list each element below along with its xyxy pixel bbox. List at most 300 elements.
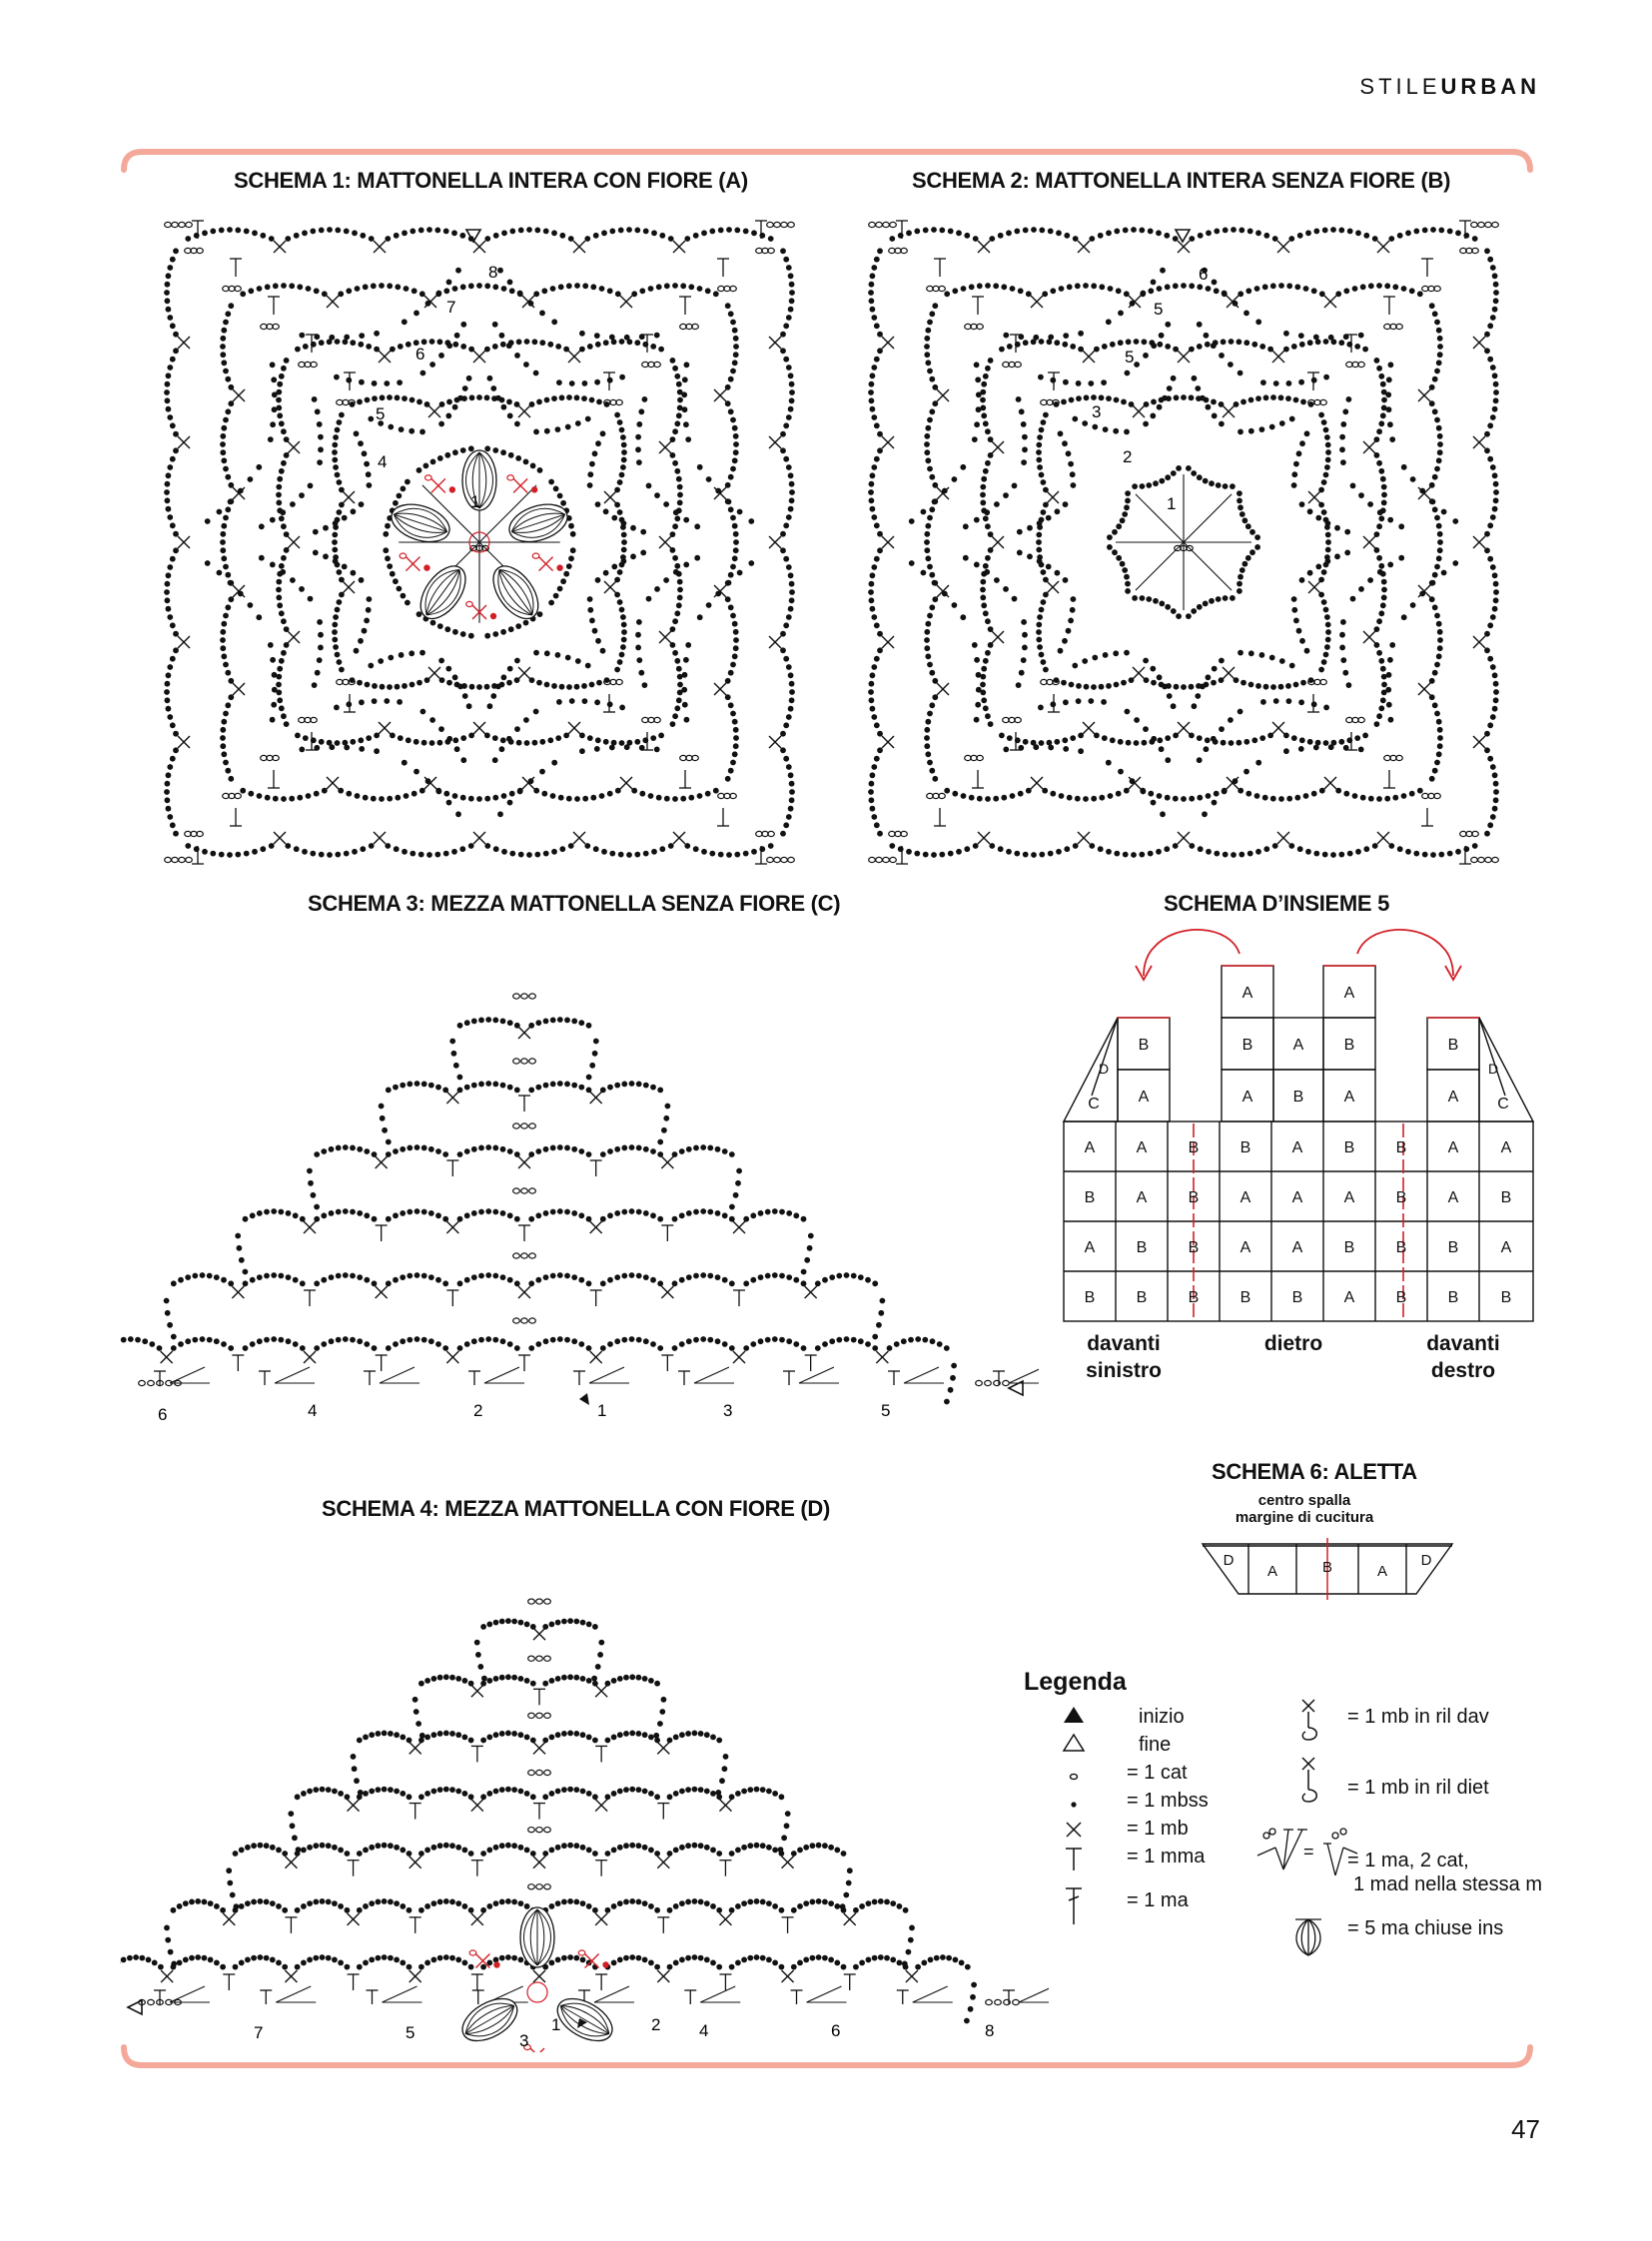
chain-dot (877, 547, 883, 553)
chain-dot (214, 1960, 220, 1966)
chain-dot (1436, 457, 1442, 463)
chain-dot (636, 1209, 642, 1215)
chain-dot (1073, 843, 1079, 849)
chain-dot (555, 1676, 561, 1682)
chain-dot (317, 619, 323, 625)
chain-dot (589, 618, 595, 624)
chain-dot (889, 843, 895, 849)
chain-dot (1209, 480, 1215, 486)
chain-dot (707, 1209, 713, 1215)
chain-dot (803, 1845, 809, 1851)
chain-dot (1114, 682, 1120, 688)
chain-dot (365, 397, 371, 403)
chain-dot (611, 1791, 617, 1797)
chain-dot (974, 717, 980, 723)
chain-dot (443, 1674, 449, 1680)
chain-dot (1323, 705, 1329, 711)
chain-dot (270, 1845, 276, 1851)
chain-dot (716, 1738, 722, 1744)
chain-dot (393, 578, 399, 584)
chain-dot (1378, 374, 1384, 379)
chain-dot (1324, 614, 1330, 620)
chain-dot (550, 286, 556, 292)
chain-dot (567, 1618, 573, 1624)
red-chain-loop (532, 553, 539, 558)
chain-dot (407, 1082, 413, 1088)
chain-dot (1041, 509, 1047, 515)
chain-dot (928, 1957, 934, 1963)
chain-dot (221, 457, 227, 463)
chain-dot (243, 1280, 249, 1286)
chain-dot (442, 1345, 448, 1351)
chain-dot (414, 1144, 420, 1150)
chain-dot (139, 1955, 145, 1961)
chain-dot (629, 1208, 635, 1214)
chain-dot (730, 662, 736, 668)
chain-dot (932, 776, 938, 782)
chain-dot (815, 1280, 821, 1286)
chain-dot (543, 1146, 549, 1152)
chain-dot (901, 1338, 907, 1344)
chain-dot (1248, 682, 1254, 688)
chain-dot (884, 1899, 890, 1905)
puff-petal (412, 558, 474, 627)
chain-dot (772, 1848, 778, 1854)
chain-dot (1325, 547, 1331, 553)
chain-dot (1376, 283, 1382, 289)
chain-dot (407, 1273, 413, 1279)
chain-dot (908, 1337, 914, 1343)
chain-dot (620, 644, 626, 650)
chain-dot (1318, 412, 1324, 418)
chain-dot (492, 447, 498, 453)
chain-dot (1245, 523, 1251, 529)
chain-dot (877, 631, 883, 637)
chain-dot (611, 1735, 617, 1741)
chain-dot (425, 778, 431, 784)
chain-dot (586, 1735, 592, 1741)
chain-loop (529, 1318, 536, 1323)
chain-dot (726, 580, 732, 586)
schema-1-diagram (150, 210, 809, 874)
chain-dot (1023, 228, 1029, 234)
chain-dot (551, 319, 557, 325)
chain-dot (443, 1731, 449, 1737)
chain-loop (513, 1059, 520, 1064)
chain-dot (555, 652, 561, 658)
chain-dot (815, 1345, 821, 1351)
chain-dot (586, 1075, 592, 1081)
chain-dot (1472, 843, 1478, 849)
chain-dot (1363, 846, 1369, 852)
chain-dot (1322, 852, 1328, 858)
chain-dot (1430, 852, 1436, 858)
chain-dot (1130, 778, 1136, 784)
chain-dot (784, 1823, 790, 1829)
chain-dot (870, 307, 876, 313)
cell-label: B (1343, 1037, 1355, 1054)
chain-dot (614, 1338, 620, 1344)
chain-dot (499, 1619, 505, 1625)
chain-dot (1422, 852, 1428, 858)
chain-dot (1493, 589, 1499, 595)
chain-dot (484, 236, 490, 242)
chain-dot (686, 1338, 692, 1344)
schema-2-diagram (854, 210, 1513, 874)
chain-dot (1239, 567, 1245, 573)
chain-dot (560, 500, 566, 506)
chain-dot (295, 347, 301, 353)
chain-dot (688, 795, 694, 801)
chain-dot (924, 441, 930, 447)
chain-dot (364, 1277, 370, 1283)
chain-dot (1492, 373, 1498, 378)
grid-cell-label: B (1084, 1289, 1096, 1306)
chain-dot (284, 358, 290, 364)
chain-dot (438, 421, 444, 427)
chain-dot (497, 811, 503, 817)
chain-dot (870, 606, 876, 612)
chain-dot (1493, 789, 1499, 795)
chain-dot (582, 283, 588, 289)
chain-dot (223, 320, 229, 326)
chain-dot (288, 1811, 294, 1817)
chain-dot (319, 852, 325, 858)
chain-dot (217, 570, 223, 576)
chain-dot (194, 846, 200, 852)
grid-cell-label: A (1084, 1139, 1096, 1156)
chain-dot (214, 1903, 220, 1909)
chain-dot (511, 1619, 517, 1625)
chain-dot (587, 735, 593, 741)
chain-dot (449, 1899, 455, 1905)
chain-dot (1143, 726, 1149, 732)
chain-dot (620, 434, 626, 440)
chain-dot (587, 482, 593, 488)
chain-dot (425, 301, 431, 307)
chain-dot (1192, 375, 1198, 381)
chain-dot (677, 579, 683, 585)
chain-dot (407, 1145, 413, 1151)
chain-dot (1381, 397, 1387, 403)
chain-dot (1251, 342, 1257, 348)
chain-dot (518, 1732, 524, 1738)
chain-dot (451, 230, 457, 236)
chain-dot (485, 1144, 491, 1150)
chain-dot (506, 680, 512, 686)
chain-dot (783, 822, 789, 828)
chain-dot (1352, 793, 1358, 799)
chain-dot (948, 851, 954, 857)
chain-dot (789, 589, 795, 595)
chain-dot (1289, 416, 1295, 422)
chain-dot (485, 1208, 491, 1214)
chain-dot (686, 1146, 692, 1152)
chain-dot (701, 849, 707, 855)
base-chain-line (170, 1986, 205, 2002)
chain-dot (400, 1338, 406, 1344)
chain-dot (1033, 335, 1039, 341)
chain-dot (315, 670, 321, 676)
chain-dot (466, 703, 472, 709)
chain-dot (686, 1210, 692, 1216)
chain-dot (518, 1676, 524, 1682)
chain-dot (1270, 684, 1276, 690)
chain-dot (673, 1903, 679, 1909)
chain-dot (780, 831, 786, 837)
chain-dot (944, 1345, 950, 1351)
chain-dot (173, 431, 179, 437)
chain-dot (279, 515, 285, 521)
chain-dot (443, 1898, 449, 1904)
chain-dot (157, 1345, 163, 1351)
chain-dot (500, 629, 506, 635)
chain-dot (594, 379, 600, 385)
chain-dot (477, 1664, 483, 1670)
chain-dot (573, 1899, 579, 1905)
chain-dot (270, 421, 276, 427)
chain-dot (940, 1954, 946, 1960)
chain-dot (1106, 760, 1112, 766)
chain-dot (623, 1675, 629, 1681)
chain-dot (1376, 713, 1382, 719)
chain-dot (1022, 434, 1028, 440)
chain-dot (407, 1209, 413, 1215)
chain-dot (170, 456, 176, 462)
chain-dot (499, 1675, 505, 1681)
chain-dot (1447, 229, 1453, 235)
chain-dot (1064, 846, 1070, 852)
chain-loop (165, 857, 172, 862)
chain-dot (431, 1900, 437, 1906)
chain-dot (1339, 645, 1345, 651)
chain-dot (1405, 230, 1411, 236)
chain-dot (887, 1345, 893, 1351)
chain-dot (592, 1907, 598, 1913)
chain-dot (388, 424, 394, 430)
grid-cell-label: B (1136, 1239, 1148, 1256)
chain-dot (221, 425, 227, 431)
chain-dot (732, 719, 738, 725)
chain-dot (1069, 682, 1075, 688)
chain-dot (1223, 595, 1229, 601)
cell-label: B (1321, 1559, 1333, 1576)
chain-dot (1033, 744, 1039, 750)
chain-dot (640, 529, 646, 535)
chain-dot (146, 1957, 152, 1963)
chain-loop (767, 222, 774, 227)
chain-dot (437, 1899, 443, 1905)
chain-dot (343, 1272, 349, 1278)
chain-dot (500, 1338, 506, 1344)
chain-dot (460, 322, 466, 328)
chain-dot (457, 1075, 463, 1081)
chain-dot (1062, 342, 1068, 348)
chain-dot (998, 846, 1004, 852)
chain-dot (313, 529, 319, 535)
chain-dot (369, 1732, 375, 1738)
chain-dot (471, 1338, 477, 1344)
chain-dot (318, 446, 324, 452)
chain-dot (428, 1274, 434, 1280)
chain-dot (1070, 735, 1076, 741)
chain-dot (397, 493, 403, 499)
chain-dot (1339, 446, 1345, 452)
chain-dot (185, 843, 191, 849)
chain-dot (636, 459, 642, 465)
chain-dot (300, 1280, 306, 1286)
chain-dot (1181, 394, 1187, 400)
chain-dot (205, 518, 211, 524)
chain-dot (643, 1146, 649, 1152)
chain-dot (783, 323, 789, 329)
chain-dot (1368, 283, 1374, 289)
puff-petal (455, 1990, 524, 2049)
chain-dot (582, 698, 588, 704)
chain-dot (314, 1216, 320, 1222)
chain-dot (167, 464, 173, 470)
chain-dot (760, 1955, 766, 1961)
chain-dot (609, 851, 615, 857)
chain-dot (485, 1017, 491, 1023)
chain-dot (781, 1835, 787, 1841)
chain-dot (797, 1903, 803, 1909)
chain-dot (730, 564, 736, 570)
chain-dot (337, 479, 343, 485)
chain-dot (783, 257, 789, 263)
chain-dot (225, 702, 231, 708)
chain-dot (617, 599, 623, 605)
base-chain-line (904, 1367, 939, 1383)
chain-dot (630, 553, 636, 559)
chain-dot (270, 717, 276, 723)
chain-dot (693, 233, 699, 239)
chain-dot (1455, 230, 1461, 236)
round-number: 4 (378, 452, 388, 471)
chain-dot (443, 1954, 449, 1960)
chain-dot (1398, 555, 1404, 561)
chain-dot (1436, 751, 1442, 757)
chain-dot (1237, 581, 1242, 587)
chain-dot (783, 357, 789, 363)
chain-dot (1293, 618, 1299, 624)
chain-dot (1437, 449, 1443, 455)
chain-dot (1325, 637, 1331, 643)
chain-dot (220, 531, 226, 537)
chain-dot (1099, 684, 1105, 690)
chain-dot (1148, 229, 1154, 235)
chain-dot (332, 449, 338, 455)
chain-dot (350, 1209, 356, 1215)
chain-dot (252, 849, 258, 855)
chain-dot (791, 1907, 797, 1913)
chain-dot (931, 852, 937, 858)
chain-dot (1176, 465, 1182, 471)
chain-dot (220, 645, 226, 651)
chain-dot (684, 362, 690, 368)
chain-dot (1212, 280, 1218, 286)
chain-dot (590, 795, 596, 801)
chain-dot (1492, 772, 1498, 778)
round-number: 4 (308, 1401, 318, 1420)
chain-dot (259, 523, 265, 529)
chain-dot (415, 1721, 421, 1727)
chain-dot (1037, 644, 1043, 650)
chain-dot (1247, 851, 1253, 857)
chain-dot (1311, 288, 1317, 294)
chain-dot (679, 1845, 685, 1851)
chain-dot (961, 286, 967, 292)
chain-dot (980, 587, 986, 593)
chain-dot (621, 637, 627, 643)
chain-dot (1120, 561, 1126, 567)
chain-dot (509, 288, 515, 294)
chain-dot (385, 843, 391, 849)
chain-dot (1487, 556, 1493, 562)
chain-dot (1014, 851, 1020, 857)
chain-dot (1134, 740, 1140, 746)
chain-dot (694, 555, 700, 561)
red-slip-dot (556, 564, 562, 570)
chain-dot (544, 682, 550, 688)
chain-dot (728, 506, 734, 512)
chain-dot (400, 1791, 406, 1797)
chain-dot (363, 1791, 369, 1797)
chain-dot (221, 653, 227, 659)
chain-dot (1484, 447, 1490, 453)
chain-dot (514, 1280, 520, 1286)
chain-dot (462, 693, 468, 699)
chain-dot (1023, 739, 1029, 745)
chain-dot (1360, 795, 1366, 801)
chain-dot (1116, 555, 1122, 561)
chain-dot (1037, 614, 1043, 620)
chain-dot (276, 595, 282, 601)
chain-dot (786, 564, 792, 570)
chain-dot (969, 795, 975, 801)
chain-dot (667, 1794, 673, 1800)
chain-dot (313, 1843, 319, 1849)
chain-dot (607, 791, 613, 797)
chain-dot (1490, 365, 1496, 371)
chain-dot (1067, 284, 1073, 290)
chain-dot (1260, 699, 1266, 705)
chain-dot (165, 697, 171, 703)
chain-dot (747, 1899, 753, 1905)
chain-dot (983, 515, 989, 521)
chain-dot (726, 227, 732, 233)
chain-dot (270, 562, 276, 568)
chain-dot (816, 1898, 822, 1904)
chain-dot (1325, 457, 1331, 463)
chain-dot (268, 436, 274, 442)
chain-dot (410, 682, 415, 688)
chain-dot (985, 460, 991, 466)
chain-dot (1487, 323, 1493, 329)
chain-dot (511, 1843, 517, 1849)
chain-loop (521, 1253, 528, 1258)
chain-dot (493, 846, 499, 852)
chain-dot (646, 483, 652, 489)
chain-dot (431, 1845, 437, 1851)
chain-dot (581, 683, 587, 689)
chain-dot (925, 457, 931, 463)
chain-loop (529, 1059, 536, 1064)
chain-dot (1372, 843, 1378, 849)
chain-dot (564, 1209, 570, 1215)
chain-dot (870, 772, 876, 778)
chain-dot (1229, 740, 1235, 746)
